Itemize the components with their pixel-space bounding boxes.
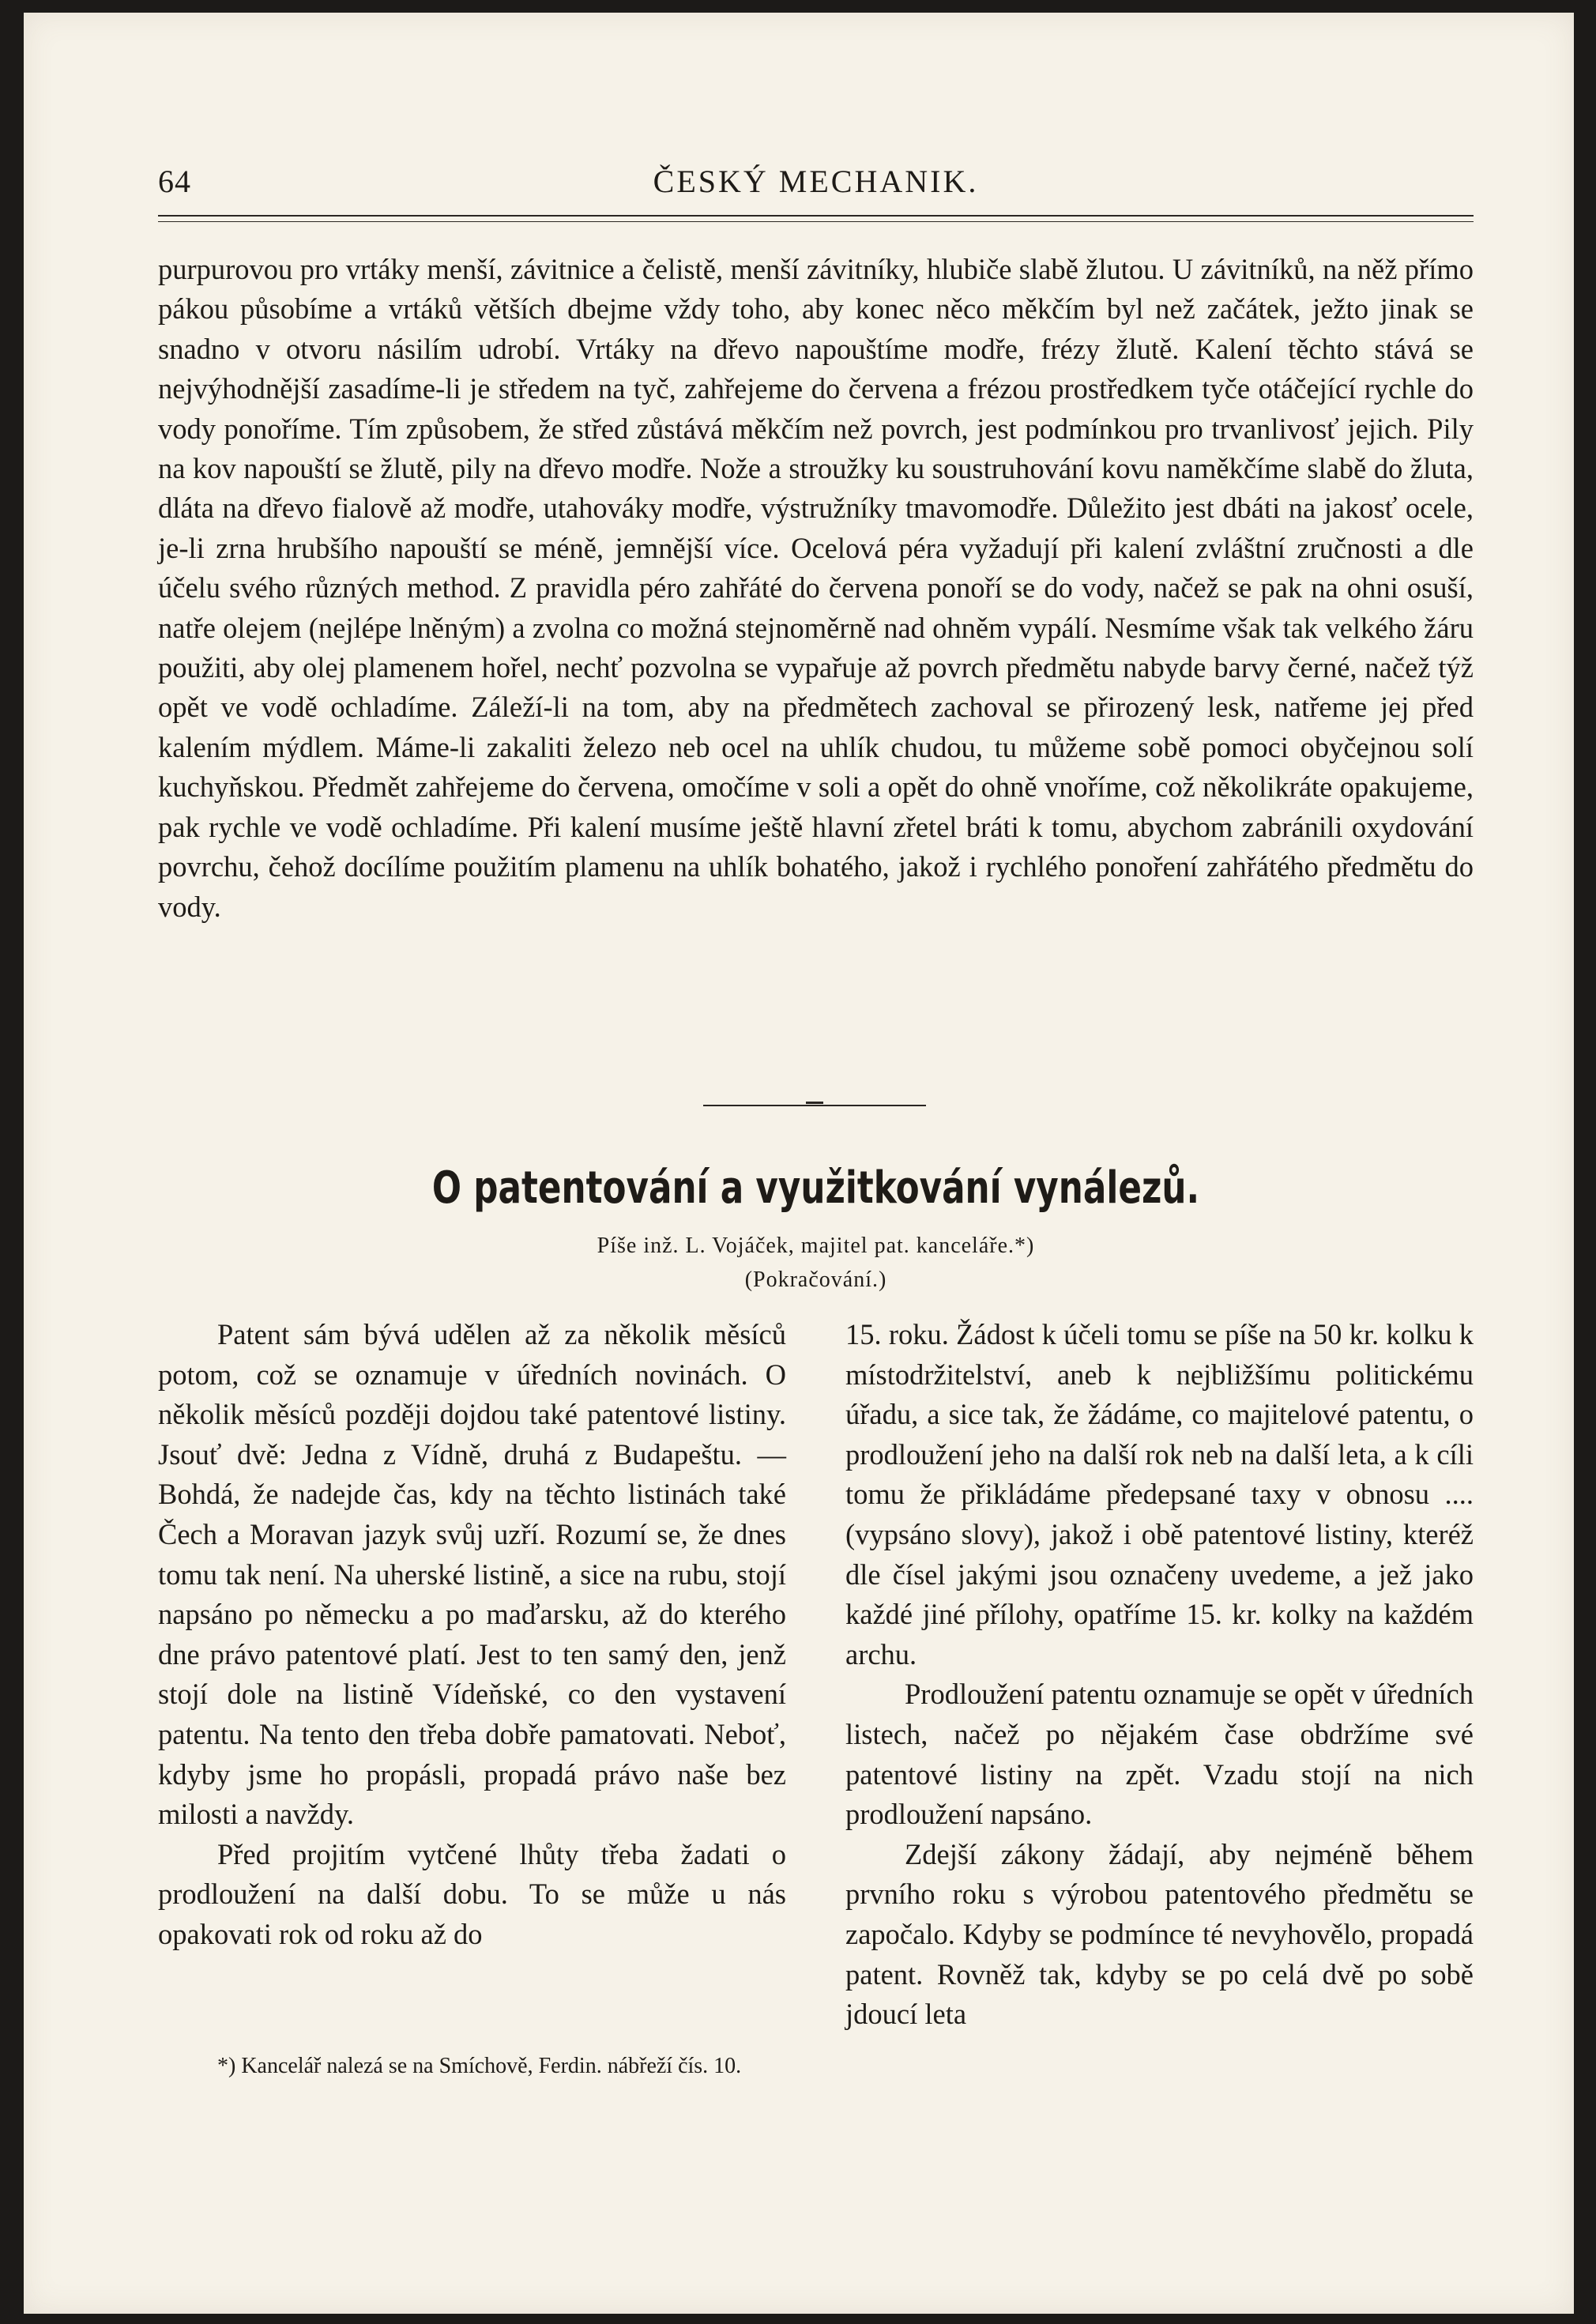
continuation-note: (Pokračování.) [744, 1267, 887, 1292]
scanned-page [24, 13, 1574, 2314]
left-column [158, 1315, 786, 1955]
intro-paragraph: purpurovou pro vrtáky menší, závitnice a čelistě, menší závitníky, hlubiče slabě žlutou. U závitníků, na něž přímo pákou působíme a vrtáků větších dbejme vždy toho, aby konec něco měkčím byl než začátek, ježto jinak se snadno v otvoru násilím udrobí. Vrtáky na dřevo napouštíme modře, frézy žlutě. Kalení těchto stává se nejvýhodnější zasadíme-li je středem na tyč, zahřejeme do červena a frézou prostředkem tyče otáčející rychle do vody ponoříme. Tím způsobem, že střed zůstává měkčím než povrch, jest podmínkou pro trvanlivosť jejich. Pily na kov napouští se žlutě, pily na dřevo modře. Nože a stroužky ku soustruhování kovu naměkčíme slabě do žluta, dláta na dřevo fialově až modře, utahováky modře, výstružníky tmavomodře. Důležito jest dbáti na jakosť ocele, je-li zrna hrubšího napouští se méně, jemnější více. Ocelová péra vyžadují při kalení zvláštní zručnosti a dle účelu svého různých method. Z pravidla péro zahřáté do červena ponoří se do vody, načež se pak na ohni osuší, natře olejem (nejlépe lněným) a zvolna co možná stejnoměrně nad ohněm vypálí. Nesmíme však tak velkého žáru použiti, aby olej plamenem hořel, nechť pozvolna se vypařuje až povrch předmětu nabyde barvy černé, načež týž opět ve vodě ochladíme. Záleží-li na tom, aby na předmětech zachoval se přirozený lesk, natřeme jej před kalením mýdlem. Máme-li zakaliti železo neb ocel na uhlík chudou, tu můžeme sobě pomoci obyčejnou solí kuchyňskou. Předmět zahřejeme do červena, omočíme v soli a opět do ohně vnoříme, což několikráte opakujeme, pak rychle ve vodě ochladíme. Při kalení musíme ještě hlavní zřetel bráti k tomu, abychom zabránili oxydování povrchu, čehož docílíme použitím plamenu na uhlík bohatého, jakož i rychlého ponoření zahřátého předmětu do vody. [158, 253, 1474, 923]
page-header [158, 163, 1474, 207]
right-column-paragraph: 15. roku. Žádost k účeli tomu se píše na 50 kr. kolku k místodržitelství, aneb k nejbližšímu politickému úřadu, a sice tak, že žádáme, co majitelové patentu, o prodloužení jeho na další rok neb na další leta, a k cíli tomu že přikládáme předepsané taxy v obnosu .... (vypsáno slovy), jakož i obě patentové listiny, kteréž dle čísel jakými jsou označeny uvedeme, a jež jako každé jiné přílohy, opatříme 15. kr. kolky na každém archu. [845, 1318, 1474, 1670]
page-number: 64 [158, 164, 191, 199]
section-divider [703, 1105, 926, 1109]
right-column-paragraph: Prodloužení patentu oznamuje se opět v úředních listech, načež po nějakém čase obdržíme své patentové listiny na zpět. Vzadu stojí na nich prodloužení napsáno. [845, 1678, 1474, 1831]
footnote: *) Kancelář nalezá se na Smíchově, Ferdin. nábřeží čís. 10. [217, 2054, 742, 2078]
running-head: ČESKÝ MECHANIK. [653, 164, 979, 199]
section-divider-ornament [806, 1102, 823, 1104]
right-column [845, 1315, 1474, 2035]
header-rule [158, 215, 1474, 222]
article-title: O patentování a využitkování vynálezů. [431, 1162, 1200, 1214]
left-column-paragraph: Před projitím vytčené lhůty třeba žadati o prodloužení na další dobu. To se může u nás opakovati rok od roku až do [158, 1837, 786, 1950]
article-byline: Píše inž. L. Vojáček, majitel pat. kanceláře.*) [597, 1234, 1035, 1258]
left-column-paragraph: Patent sám bývá udělen až za několik měsíců potom, což se oznamuje v úředních novinách. O několik měsíců později dojdou také patentové listiny. Jsouť dvě: Jedna z Vídně, druhá z Budapeštu. — Bohdá, že nadejde čas, kdy na těchto listinách také Čech a Moravan jazyk svůj uzří. Rozumí se, že dnes tomu tak není. Na uherské listině, a sice na rubu, stojí napsáno po německu a po maďarsku, až do kterého dne právo patentové platí. Jest to ten samý den, jenž stojí dole na listině Vídeňské, co den vystavení patentu. Na tento den třeba dobře pamatovati. Neboť, kdyby jsme ho propásli, propadá právo naše bez milosti a navždy. [158, 1318, 786, 1831]
right-column-paragraph: Zdejší zákony žádají, aby nejméně během prvního roku s výrobou patentového předmětu se započalo. Kdyby se podmínce té nevyhovělo, propadá patent. Rovněž tak, kdyby se po celá dvě po sobě jdoucí leta [845, 1837, 1474, 2031]
